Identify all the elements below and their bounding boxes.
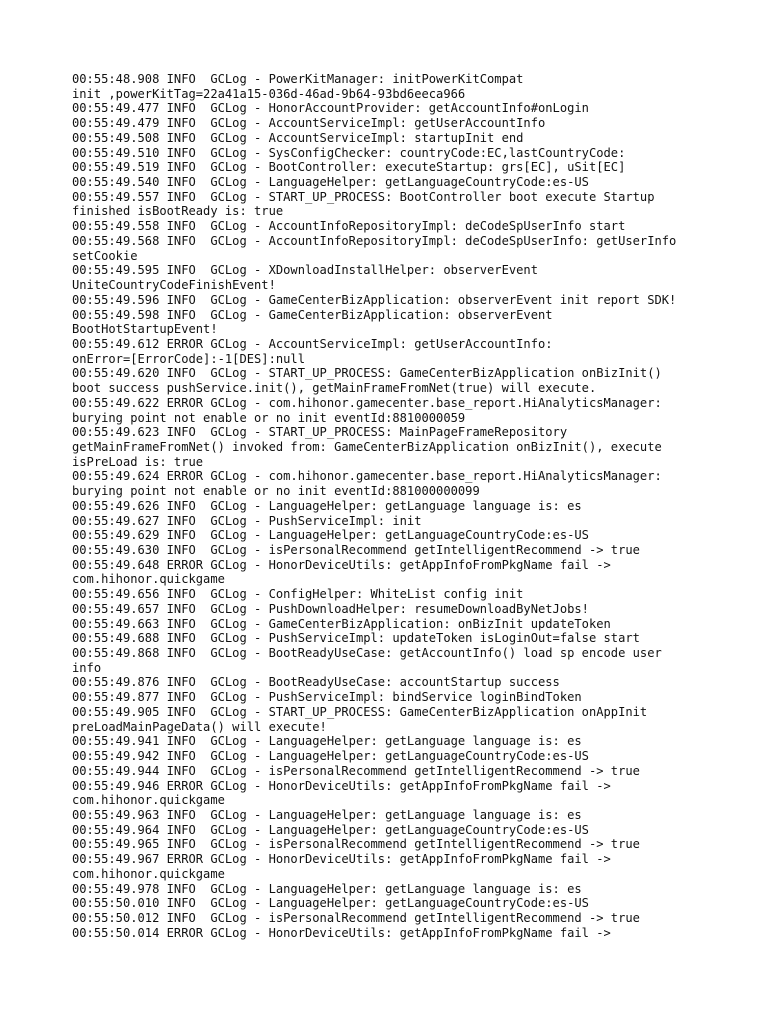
log-line: 00:55:50.010 INFO GCLog - LanguageHelper: getLanguageCountryCode:es-US <box>72 896 589 911</box>
log-line: 00:55:49.624 ERROR GCLog - com.hihonor.gamecenter.base_report.HiAnalyticsManager: <box>72 469 662 484</box>
log-line: 00:55:49.656 INFO GCLog - ConfigHelper: WhiteList config init <box>72 587 524 602</box>
log-line: 00:55:49.558 INFO GCLog - AccountInfoRepositoryImpl: deCodeSpUserInfo start <box>72 219 626 234</box>
log-line: com.hihonor.quickgame <box>72 793 225 808</box>
log-line: 00:55:49.663 INFO GCLog - GameCenterBizApplication: onBizInit updateToken <box>72 616 611 631</box>
log-line: 00:55:49.657 INFO GCLog - PushDownloadHelper: resumeDownloadByNetJobs! <box>72 601 589 616</box>
log-line: 00:55:49.630 INFO GCLog - isPersonalRecommend getIntelligentRecommend -> true <box>72 543 640 557</box>
log-line: 00:55:49.627 INFO GCLog - PushServiceImpl: init <box>72 513 422 528</box>
log-line: 00:55:50.012 INFO GCLog - isPersonalRecommend getIntelligentRecommend -> true <box>72 910 640 925</box>
log-line: getMainFrameFromNet() invoked from: GameCenterBizApplication onBizInit(), execute <box>72 439 662 454</box>
log-line: 00:55:49.477 INFO GCLog - HonorAccountProvider: getAccountInfo#onLogin <box>72 101 589 116</box>
log-line: 00:55:49.648 ERROR GCLog - HonorDeviceUtils: getAppInfoFromPkgName fail -> <box>72 557 611 572</box>
log-line: boot success pushService.init(), getMainFrameFromNet(true) will execute. <box>72 381 597 396</box>
log-line: BootHotStartupEvent! <box>72 322 218 337</box>
log-line: 00:55:49.479 INFO GCLog - AccountServiceImpl: getUserAccountInfo <box>72 116 546 131</box>
log-line: com.hihonor.quickgame <box>72 572 225 587</box>
log-line: 00:55:50.014 ERROR GCLog - HonorDeviceUtils: getAppInfoFromPkgName fail -> <box>72 925 611 940</box>
log-line: onError=[ErrorCode]:-1[DES]:null <box>72 351 305 366</box>
log-line: 00:55:49.876 INFO GCLog - BootReadyUseCase: accountStartup success <box>72 675 560 690</box>
log-line: 00:55:49.622 ERROR GCLog - com.hihonor.gamecenter.base_report.HiAnalyticsManager: <box>72 395 662 410</box>
log-line: 00:55:49.944 INFO GCLog - isPersonalRecommend getIntelligentRecommend -> true <box>72 763 640 778</box>
log-line: 00:55:49.540 INFO GCLog - LanguageHelper: getLanguageCountryCode:es-US <box>72 175 589 190</box>
log-line: 00:55:49.508 INFO GCLog - AccountServiceImpl: startupInit end <box>72 130 524 145</box>
log-line: 00:55:49.967 ERROR GCLog - HonorDeviceUtils: getAppInfoFromPkgName fail -> <box>72 852 611 867</box>
log-line: 00:55:49.963 INFO GCLog - LanguageHelper: getLanguage language is: es <box>72 807 582 822</box>
log-line: 00:55:49.598 INFO GCLog - GameCenterBizApplication: observerEvent <box>72 307 553 322</box>
log-line: 00:55:49.510 INFO GCLog - SysConfigChecker: countryCode:EC,lastCountryCode: <box>72 145 626 160</box>
log-line: 00:55:49.595 INFO GCLog - XDownloadInstallHelper: observerEvent <box>72 263 538 278</box>
log-line: info <box>72 660 102 675</box>
log-line: 00:55:49.596 INFO GCLog - GameCenterBizApplication: observerEvent init report SDK! <box>72 292 677 307</box>
log-line: 00:55:49.941 INFO GCLog - LanguageHelper: getLanguage language is: es <box>72 734 582 749</box>
log-line: 00:55:49.964 INFO GCLog - LanguageHelper: getLanguageCountryCode:es-US <box>72 822 589 837</box>
log-line: 00:55:49.877 INFO GCLog - PushServiceImpl: bindService loginBindToken <box>72 690 582 705</box>
log-document <box>72 72 712 940</box>
log-line: 00:55:49.978 INFO GCLog - LanguageHelper: getLanguage language is: es <box>72 881 582 896</box>
log-line: setCookie <box>72 248 138 263</box>
log-line: 00:55:49.868 INFO GCLog - BootReadyUseCase: getAccountInfo() load sp encode user <box>72 646 662 661</box>
log-line: 00:55:49.519 INFO GCLog - BootController: executeStartup: grs[EC], uSit[EC] <box>72 160 626 175</box>
log-line: init ,powerKitTag=22a41a15-036d-46ad-9b64-93bd6eeca966 <box>72 86 466 101</box>
log-line: UniteCountryCodeFinishEvent! <box>72 278 276 293</box>
log-line: burying point not enable or no init eventId:881000000099 <box>72 484 480 499</box>
log-line: 00:55:49.905 INFO GCLog - START_UP_PROCESS: GameCenterBizApplication onAppInit <box>72 704 648 719</box>
log-line: 00:55:49.946 ERROR GCLog - HonorDeviceUtils: getAppInfoFromPkgName fail -> <box>72 778 611 793</box>
log-line: 00:55:49.942 INFO GCLog - LanguageHelper: getLanguageCountryCode:es-US <box>72 749 589 764</box>
log-line: 00:55:49.623 INFO GCLog - START_UP_PROCESS: MainPageFrameRepository <box>72 425 568 440</box>
log-line: isPreLoad is: true <box>72 454 204 469</box>
log-line: com.hihonor.quickgame <box>72 866 225 881</box>
log-line: 00:55:49.612 ERROR GCLog - AccountServiceImpl: getUserAccountInfo: <box>72 336 553 351</box>
log-line: 00:55:49.568 INFO GCLog - AccountInfoRepositoryImpl: deCodeSpUserInfo: getUserInfo <box>72 233 677 248</box>
log-line: burying point not enable or no init eventId:8810000059 <box>72 410 466 425</box>
log-line: 00:55:49.557 INFO GCLog - START_UP_PROCESS: BootController boot execute Startup <box>72 189 655 204</box>
log-line: 00:55:49.620 INFO GCLog - START_UP_PROCESS: GameCenterBizApplication onBizInit() <box>72 366 662 381</box>
log-line: 00:55:49.688 INFO GCLog - PushServiceImpl: updateToken isLoginOut=false start <box>72 631 640 646</box>
log-line: 00:55:49.965 INFO GCLog - isPersonalRecommend getIntelligentRecommend -> true <box>72 837 640 852</box>
log-line: preLoadMainPageData() will execute! <box>72 719 327 734</box>
log-line: 00:55:49.626 INFO GCLog - LanguageHelper: getLanguage language is: es <box>72 498 582 513</box>
log-line: 00:55:48.908 INFO GCLog - PowerKitManager: initPowerKitCompat <box>72 72 524 86</box>
log-line: finished isBootReady is: true <box>72 204 284 219</box>
log-line: 00:55:49.629 INFO GCLog - LanguageHelper: getLanguageCountryCode:es-US <box>72 528 589 543</box>
